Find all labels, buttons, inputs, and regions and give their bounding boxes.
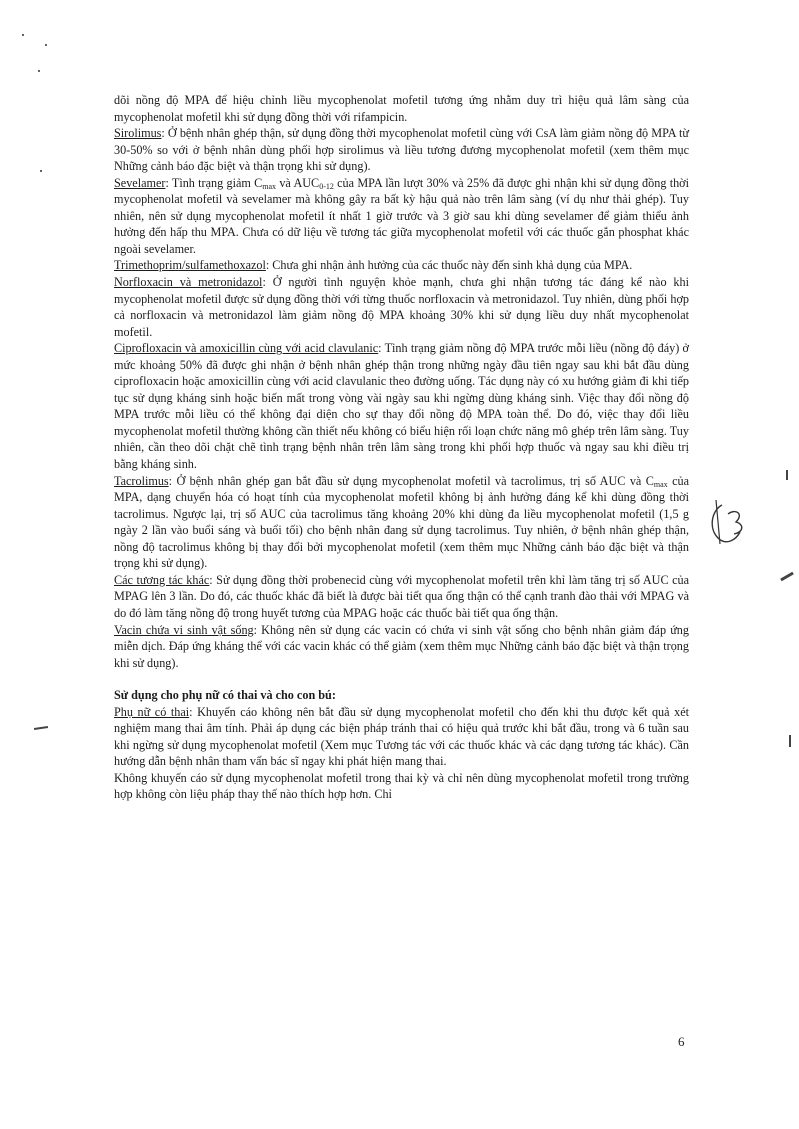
subscript-max: max bbox=[653, 479, 668, 489]
drug-term-tacrolimus: Tacrolimus bbox=[114, 473, 169, 488]
paragraph-live-vaccines bbox=[114, 622, 689, 672]
subscript-0-12: 0-12 bbox=[319, 181, 334, 191]
scan-speck bbox=[22, 34, 24, 36]
scan-speck bbox=[40, 170, 42, 172]
scan-margin-mark bbox=[786, 470, 788, 480]
drug-term-norfloxacin: Norfloxacin và metronidazol bbox=[114, 275, 263, 290]
paragraph-sevelamer bbox=[114, 175, 689, 258]
paragraph-trimethoprim bbox=[114, 257, 689, 274]
paragraph-text: của MPA, dạng chuyển hóa có hoạt tính của mycophenolat mofetil không bị ảnh hưởng đáng kể khi dùng đồng thời tacrolimus. Ngược lại, trị số AUC của tacrolimus tăng khoảng 20% khi dùng đa liều mycophenolat mofetil (1,5 g ngày 2 lần vào buổi sáng và buổi tối) cho bệnh nhân đang sử dụng tacrolimus. Tuy nhiên, ở bệnh nhân ghép thận, nồng độ tacrolimus không bị thay đổi bởi mycophenolat mofetil (xem thêm mục Những cảnh báo đặc biệt và thận trọng khi sử dụng). bbox=[114, 473, 689, 571]
paragraph-text: : Không nên sử dụng các vacin có chứa vi sinh vật sống cho bệnh nhân giảm đáp ứng miễn dịch. Đáp ứng kháng thể với các vacin khác có thể giảm (xem thêm mục Những cảnh báo đặc biệt và thận trọng khi sử dụng). bbox=[114, 622, 689, 670]
paragraph-rifampicin-continuation bbox=[114, 92, 689, 125]
paragraph-text: Không khuyến cáo sử dụng mycophenolat mofetil trong thai kỳ và chỉ nên dùng mycophenolat mofetil trong trường hợp không còn liệu pháp thay thế nào thích hợp hơn. Chỉ bbox=[114, 770, 689, 802]
scan-margin-mark bbox=[780, 572, 794, 582]
paragraph-norfloxacin bbox=[114, 274, 689, 340]
term-pregnant-women: Phụ nữ có thai bbox=[114, 704, 190, 719]
paragraph-text: và AUC bbox=[276, 175, 320, 190]
paragraph-text: : Tình trạng giảm nồng độ MPA trước mỗi liều (nồng độ đáy) ở mức khoảng 50% đã được ghi nhận ở bệnh nhân ghép thận trong những ngày đầu tiên ngay sau khi bắt đầu dùng ciprofloxacin hoặc amoxicillin cùng với acid clavulanic theo đường uống. Tác dụng này có xu hướng giảm đi khi tiếp tục sử dụng kháng sinh hoặc biến mất trong vòng vài ngày sau khi ngừng dùng kháng sinh. Việc thay đổi nồng độ MPA trước mỗi liều có thể không đại diện cho sự thay đổi nồng độ MPA toàn thể. Do đó, việc thay đổi liều mycophenolat mofetil thường không cần thiết nếu không có biểu hiện rối loạn chức năng mô ghép trên lâm sàng. Tuy nhiên, cần theo dõi chặt chẽ tình trạng bệnh nhân trên lâm sàng trong khi phối hợp thuốc và ngay sau khi điều trị bằng kháng sinh. bbox=[114, 341, 689, 472]
drug-term-sevelamer: Sevelamer bbox=[114, 175, 166, 190]
paragraph-text: : Chưa ghi nhận ảnh hưởng của các thuốc này đến sinh khả dụng của MPA. bbox=[265, 258, 633, 273]
paragraph-other-interactions bbox=[114, 572, 689, 622]
scan-speck bbox=[38, 70, 40, 72]
page-number: 6 bbox=[678, 1034, 685, 1049]
scan-margin-mark bbox=[34, 726, 48, 730]
scan-speck bbox=[45, 44, 47, 46]
scan-margin-mark bbox=[789, 735, 791, 747]
drug-term-trimethoprim: Trimethoprim/sulfamethoxazol bbox=[114, 258, 266, 273]
paragraph-text: : Khuyến cáo không nên bắt đầu sử dụng mycophenolat mofetil cho đến khi thu được kết quả xét nghiệm mang thai âm tính. Phải áp dụng các biện pháp tránh thai có hiệu quả trước khi bắt đầu, trong và 6 tuần sau khi ngừng sử dụng mycophenolat mofetil (Xem mục Tương tác với các thuốc khác và các dạng tương tác khác). Cần hướng dẫn bệnh nhân tham vấn bác sĩ ngay khi phát hiện mang thai. bbox=[114, 704, 689, 769]
paragraph-text: dõi nồng độ MPA để hiệu chỉnh liều mycophenolat mofetil tương ứng nhằm duy trì hiệu quả lâm sàng của mycophenolat mofetil khi sử dụng đồng thời với rifampicin. bbox=[114, 93, 689, 124]
paragraph-text: : Ở bệnh nhân ghép thận, sử dụng đồng thời mycophenolat mofetil cùng với CsA làm giảm nồng độ MPA từ 30-50% so với ở bệnh nhân dùng phối hợp sirolimus và liều tương đương mycophenolat mofetil (xem thêm mục Những cảnh báo đặc biệt và thận trọng khi sử dụng). bbox=[114, 126, 689, 174]
paragraph-text: : Tình trạng giảm C bbox=[165, 175, 263, 190]
drug-term-ciprofloxacin: Ciprofloxacin và amoxicillin cùng với acid clavulanic bbox=[114, 341, 379, 356]
paragraph-pregnant-women bbox=[114, 704, 689, 770]
paragraph-tacrolimus bbox=[114, 473, 689, 572]
paragraph-text: của MPA lần lượt 30% và 25% đã được ghi nhận khi sử dụng đồng thời mycophenolat mofetil và sevelamer mà không gây ra bất kỳ hậu quả nào trên lâm sàng (ví dụ như thải ghép). Tuy nhiên, nên sử dụng mycophenolat mofetil ít nhất 1 giờ trước và 3 giờ sau khi dùng sevelamer để giảm thiểu ảnh hưởng đến hấp thu MPA. Chưa có dữ liệu về tương tác giữa mycophenolat mofetil với các thuốc gắn phosphat khác ngoài sevelamer. bbox=[114, 175, 690, 256]
paragraph-sirolimus bbox=[114, 125, 689, 175]
drug-term-other: Các tương tác khác bbox=[114, 572, 210, 587]
paragraph-ciprofloxacin bbox=[114, 340, 689, 472]
handwritten-annotation bbox=[700, 480, 760, 560]
paragraph-text: : Ở bệnh nhân ghép gan bắt đầu sử dụng mycophenolat mofetil và tacrolimus, trị số AUC và C bbox=[168, 473, 654, 488]
document-body bbox=[114, 92, 689, 803]
paragraph-text: : Ở người tình nguyện khỏe mạnh, chưa ghi nhận tương tác đáng kể nào khi mycophenolat mofetil được sử dụng đồng thời với từng thuốc norfloxacin và metronidazol. Tuy nhiên, dùng phối hợp cả norfloxacin và metronidazol làm giảm nồng độ MPA khoảng 30% khi sử dụng liều duy nhất mycophenolat mofetil. bbox=[114, 275, 689, 339]
subscript-max: max bbox=[262, 181, 277, 191]
drug-term-live-vaccines: Vacin chứa vi sinh vật sống bbox=[114, 622, 254, 637]
drug-term-sirolimus: Sirolimus bbox=[114, 126, 162, 141]
section-heading-pregnancy: Sử dụng cho phụ nữ có thai và cho con bú: bbox=[114, 688, 336, 703]
paragraph-text: : Sử dụng đồng thời probenecid cùng với mycophenolat mofetil trên khỉ làm tăng trị số AUC của MPAG lên 3 lần. Do đó, các thuốc khác đã biết là được bài tiết qua ống thận có thể cạnh tranh đào thải với MPAG và do đó làm tăng nồng độ trong huyết tương của MPAG hoặc các thuốc bài tiết qua ống thận. bbox=[114, 572, 689, 620]
paragraph-pregnancy-recommendation bbox=[114, 770, 689, 803]
